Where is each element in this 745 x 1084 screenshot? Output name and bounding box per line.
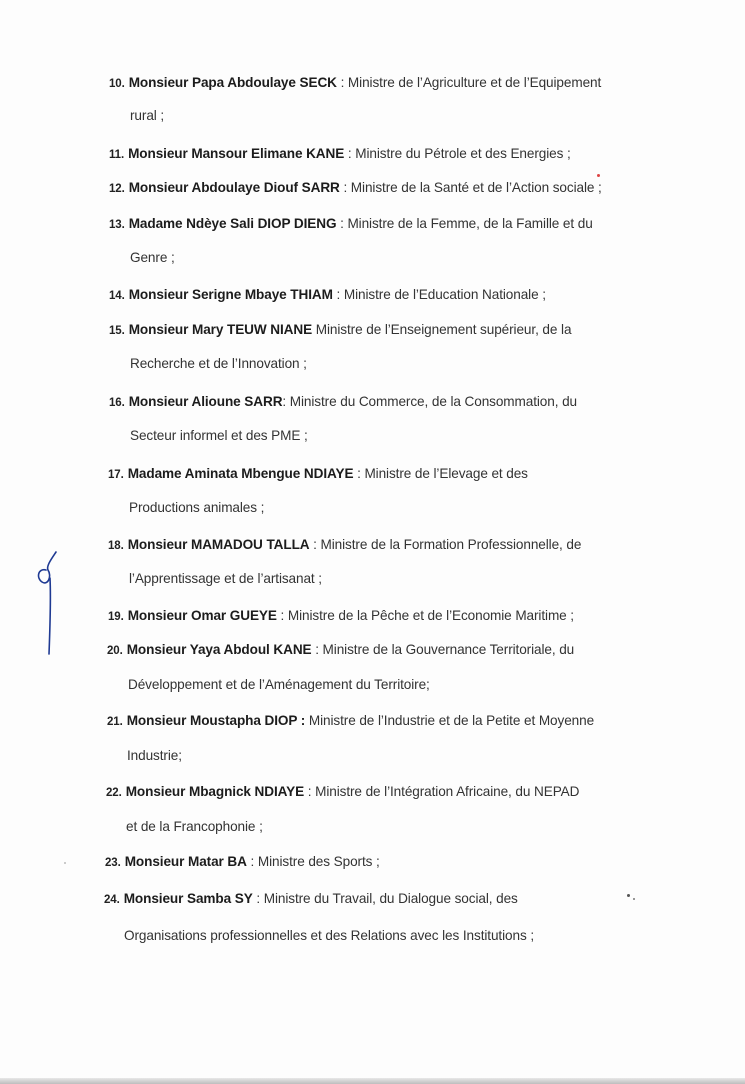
scan-speck [633, 898, 635, 900]
person-name: Monsieur Mansour Elimane KANE [128, 146, 345, 161]
ministry-title: : Ministre de la Gouvernance Territoriale, du [311, 642, 575, 657]
item-line-1 [104, 890, 518, 909]
item-number: 10. [109, 78, 125, 90]
item-line-2: Productions animales ; [129, 500, 265, 515]
item-line-1 [108, 607, 574, 626]
person-name: Monsieur Omar GUEYE [127, 608, 277, 623]
handwritten-initials-mark [30, 548, 70, 658]
person-name: Monsieur Serigne Mbaye THIAM [128, 287, 333, 302]
person-name: Monsieur Abdoulaye Diouf SARR [128, 180, 340, 195]
person-name: Monsieur Yaya Abdoul KANE [126, 642, 312, 657]
item-number: 11. [109, 149, 125, 161]
item-number: 24. [104, 894, 120, 906]
scan-speck [64, 862, 66, 864]
item-line-2: l’Apprentissage et de l’artisanat ; [129, 571, 322, 586]
person-name: Madame Ndèye Sali DIOP DIENG [128, 216, 337, 231]
person-name: Monsieur Moustapha DIOP : [126, 713, 306, 728]
person-name: Monsieur Mbagnick NDIAYE [125, 784, 305, 799]
ministry-title: : Ministre du Commerce, de la Consommation, du [282, 394, 578, 409]
ministry-title: : Ministre de la Pêche et de l’Economie Maritime ; [276, 608, 574, 623]
item-number: 22. [106, 787, 122, 799]
ministry-title: : Ministre de la Femme, de la Famille et du [336, 216, 593, 231]
item-line-1 [105, 853, 380, 872]
item-number: 19. [108, 611, 124, 623]
item-line-2: Développement et de l’Aménagement du Territoire; [128, 677, 430, 692]
item-number: 20. [107, 645, 123, 657]
item-line-1 [109, 74, 635, 93]
item-line-1 [109, 215, 593, 234]
ministry-title: : Ministre de l’Elevage et des [353, 466, 528, 481]
ministry-title: Ministre de l’Industrie et de la Petite et Moyenne [305, 713, 595, 728]
ministry-title: : Ministre de l’Intégration Africaine, du NEPAD [304, 784, 580, 799]
item-line-2: et de la Francophonie ; [126, 819, 263, 834]
item-number: 14. [109, 290, 125, 302]
ministry-title: : Ministre de l’Education Nationale ; [332, 287, 546, 302]
item-number: 16. [109, 397, 125, 409]
item-line-1 [109, 145, 571, 164]
item-number: 17. [108, 469, 124, 481]
item-number: 13. [109, 219, 125, 231]
person-name: Monsieur Samba SY [123, 891, 253, 906]
scan-speck [627, 894, 630, 897]
item-number: 15. [109, 325, 125, 337]
person-name: Monsieur Alioune SARR [128, 394, 283, 409]
item-line-2: Genre ; [130, 250, 175, 265]
person-name: Monsieur Mary TEUW NIANE [128, 322, 313, 337]
item-line-2: Recherche et de l’Innovation ; [130, 356, 307, 371]
item-line-1 [108, 465, 528, 484]
ministry-title: : Ministre de l’Agriculture et de l’Equipement [336, 75, 602, 90]
item-number: 18. [108, 540, 124, 552]
item-line-1 [109, 286, 546, 305]
item-line-1 [109, 321, 571, 340]
ministry-title: : Ministre de la Formation Professionnelle, de [309, 537, 582, 552]
item-line-1 [107, 641, 574, 660]
item-line-2: rural ; [130, 108, 165, 123]
ministry-title: : Ministre du Travail, du Dialogue social, des [252, 891, 518, 906]
person-name: Monsieur Matar BA [124, 854, 247, 869]
item-line-1 [106, 783, 579, 802]
person-name: Monsieur Papa Abdoulaye SECK [128, 75, 337, 90]
scan-speck [597, 174, 600, 177]
item-line-2: Secteur informel et des PME ; [130, 428, 308, 443]
item-line-2: Organisations professionnelles et des Relations avec les Institutions ; [124, 928, 534, 943]
ministry-title: Ministre de l’Enseignement supérieur, de la [312, 322, 572, 337]
item-number: 23. [105, 857, 121, 869]
page-bottom-edge [0, 1078, 745, 1084]
item-line-1 [107, 712, 594, 731]
item-number: 21. [107, 716, 123, 728]
ministry-title: : Ministre des Sports ; [246, 854, 380, 869]
item-line-1 [109, 393, 577, 412]
ministry-title: : Ministre de la Santé et de l’Action sociale ; [339, 180, 602, 195]
person-name: Madame Aminata Mbengue NDIAYE [127, 466, 354, 481]
ministry-title: : Ministre du Pétrole et des Energies ; [344, 146, 571, 161]
person-name: Monsieur MAMADOU TALLA [127, 537, 310, 552]
item-line-2: Industrie; [127, 748, 182, 763]
item-line-1 [108, 536, 581, 555]
item-line-1 [109, 179, 602, 198]
item-number: 12. [109, 183, 125, 195]
